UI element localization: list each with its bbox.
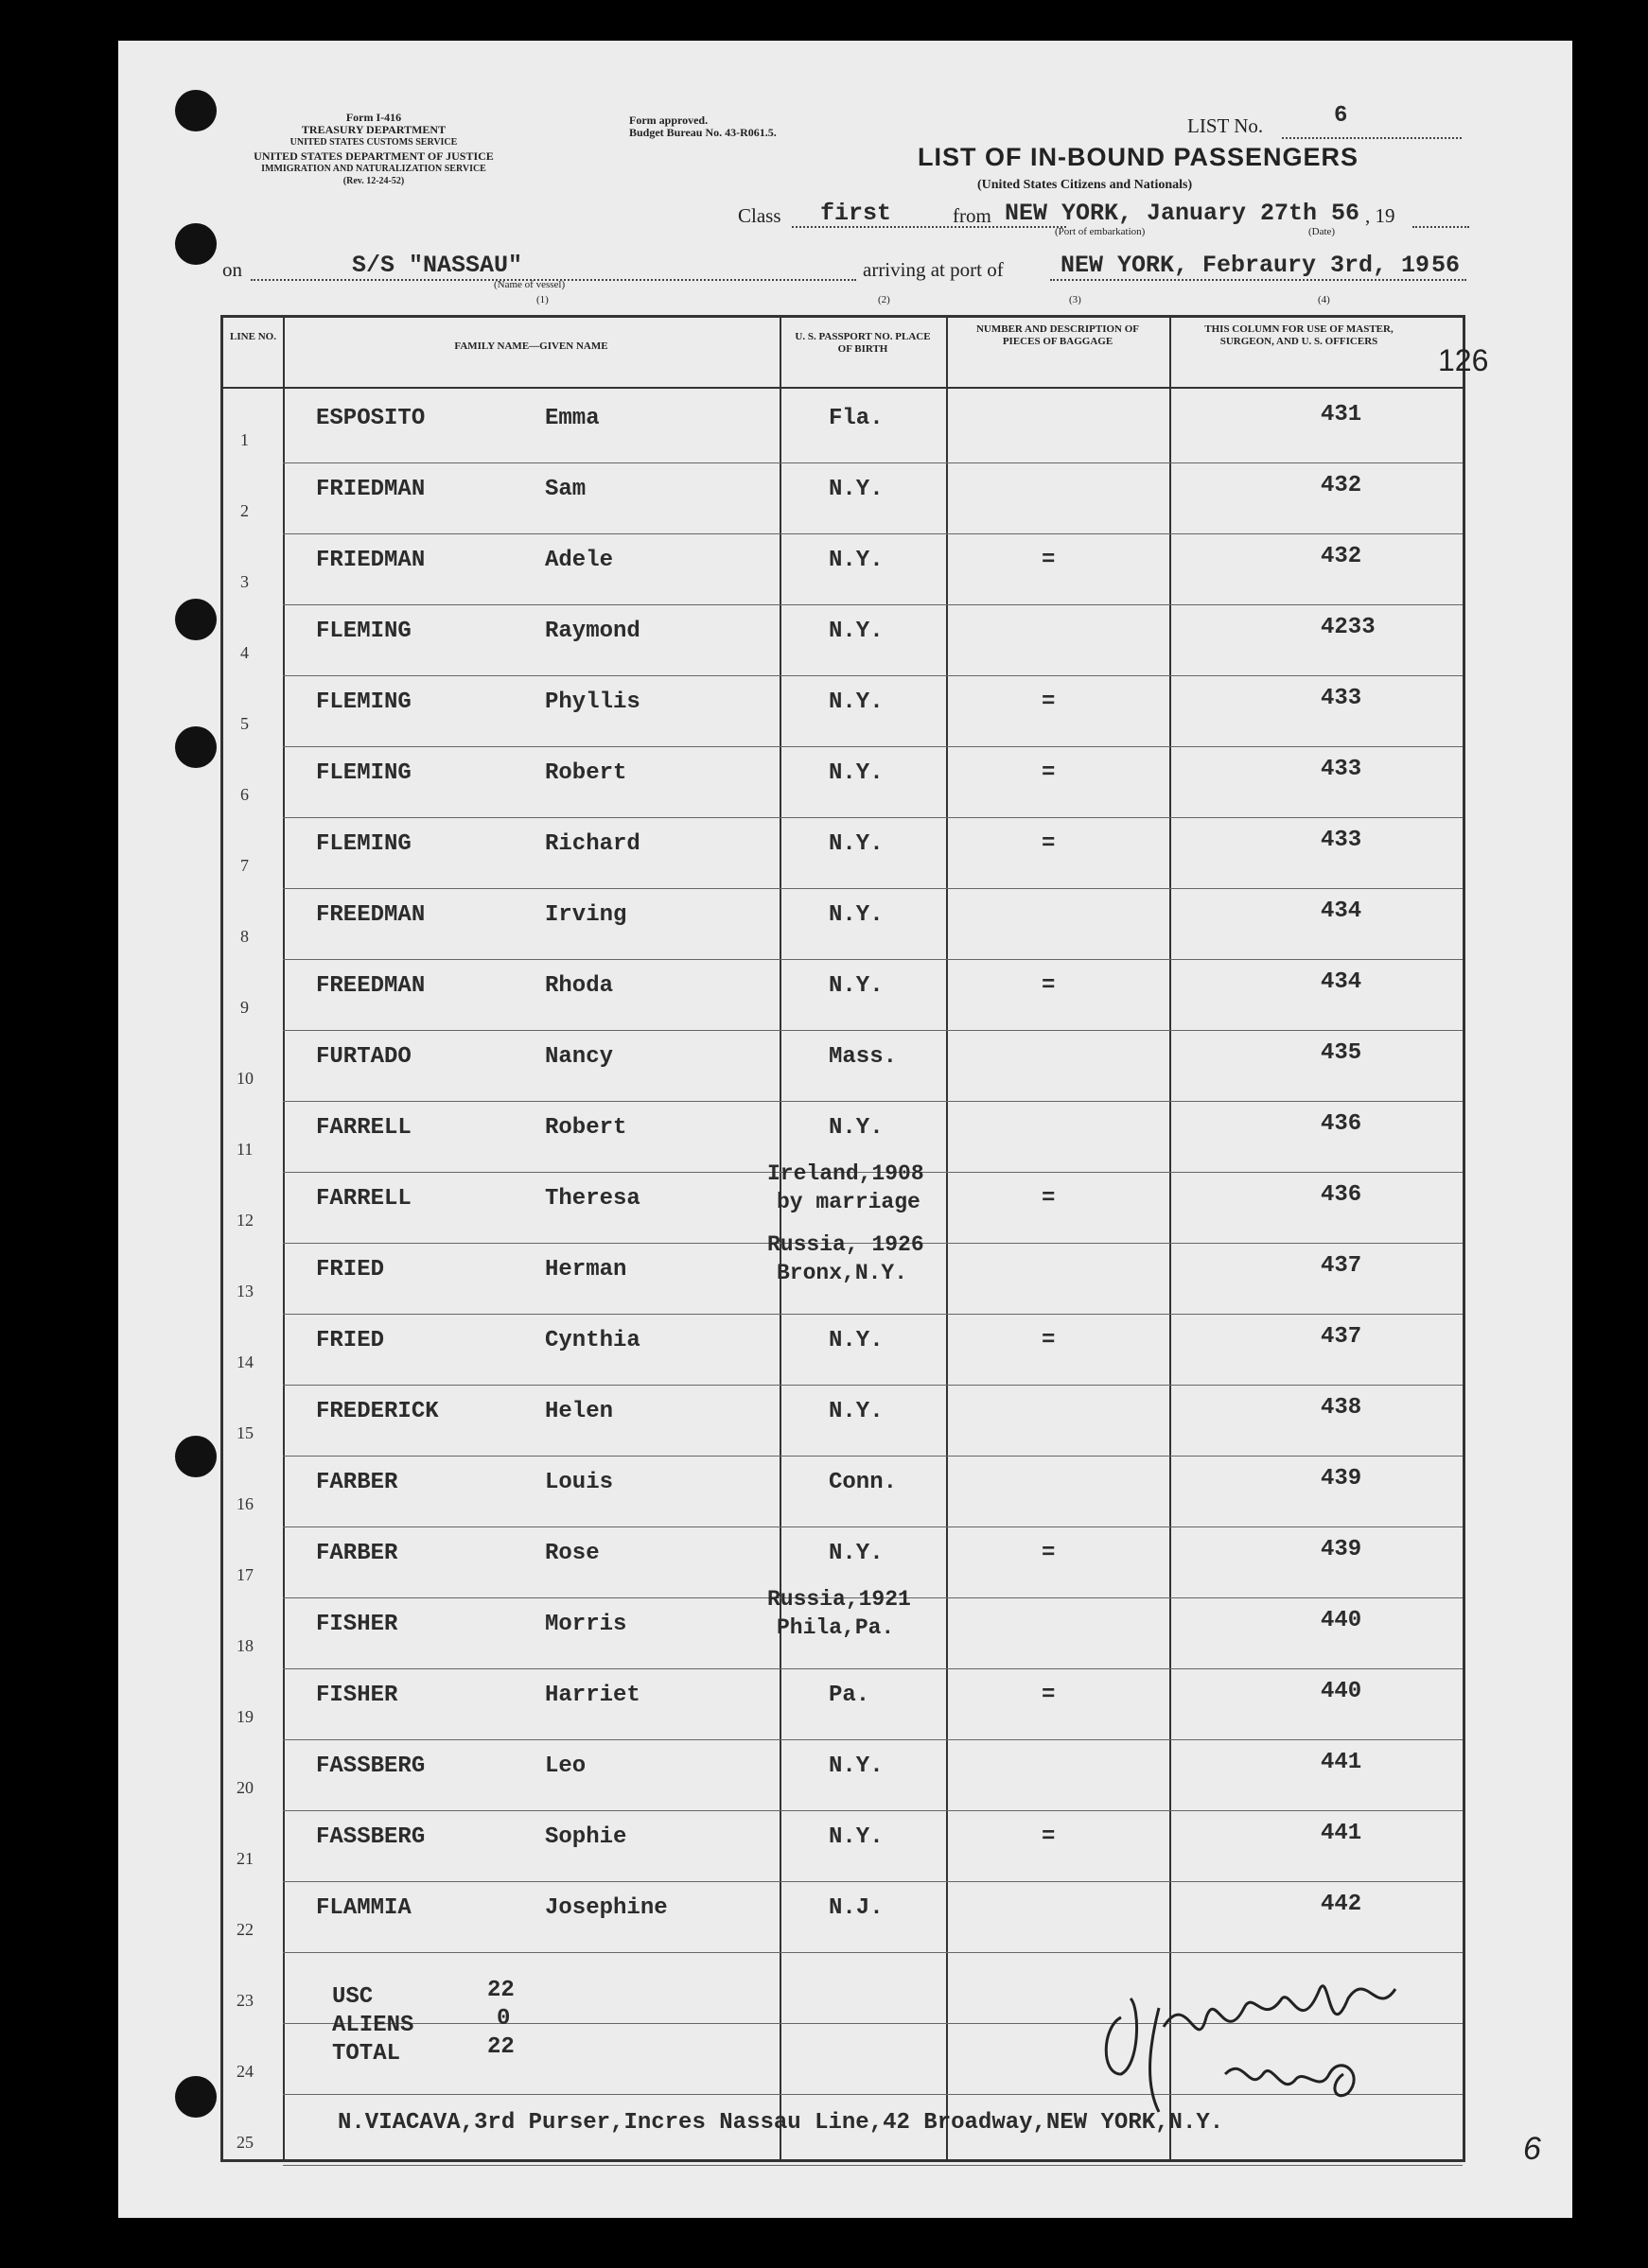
baggage-ditto: = bbox=[1042, 1186, 1056, 1212]
officer-number: 431 bbox=[1321, 402, 1362, 427]
page-number: 126 bbox=[1438, 343, 1489, 377]
officer-number: 433 bbox=[1321, 828, 1362, 853]
place-of-birth: Fla. bbox=[829, 406, 884, 431]
given-name: Sam bbox=[545, 477, 587, 502]
place-of-birth: Pa. bbox=[829, 1683, 870, 1708]
line-number: 13 bbox=[237, 1282, 254, 1300]
baggage-ditto: = bbox=[1042, 1824, 1056, 1850]
row-rule bbox=[283, 462, 1463, 463]
approval-block bbox=[629, 114, 777, 139]
line-number: 20 bbox=[237, 1778, 254, 1797]
row-rule bbox=[283, 1881, 1463, 1882]
family-name: FLEMING bbox=[316, 760, 412, 786]
family-name: FLEMING bbox=[316, 689, 412, 715]
justice-dept: UNITED STATES DEPARTMENT OF JUSTICE bbox=[254, 149, 494, 163]
given-name: Robert bbox=[545, 1115, 627, 1141]
punch-hole bbox=[175, 726, 217, 768]
officer-number: 439 bbox=[1321, 1537, 1362, 1562]
row-rule bbox=[283, 1101, 1463, 1102]
line-number: 12 bbox=[237, 1211, 254, 1230]
row-rule bbox=[283, 1030, 1463, 1031]
baggage-ditto: = bbox=[1042, 760, 1056, 786]
corner-mark: 6 bbox=[1523, 2131, 1541, 2167]
family-name: FARRELL bbox=[316, 1115, 412, 1141]
line-number: 15 bbox=[237, 1423, 254, 1442]
family-name: ESPOSITO bbox=[316, 406, 426, 431]
place-of-birth: Russia,1921 bbox=[767, 1587, 911, 1612]
arriving-label: arriving at port of bbox=[863, 258, 1004, 281]
family-name: FASSBERG bbox=[316, 1753, 426, 1779]
officer-number: 434 bbox=[1321, 969, 1362, 995]
class-label: Class bbox=[738, 204, 781, 227]
given-name: Phyllis bbox=[545, 689, 640, 715]
form-title: LIST OF IN-BOUND PASSENGERS bbox=[918, 143, 1359, 171]
family-name: FARBER bbox=[316, 1541, 398, 1566]
revision-date: (Rev. 12-24-52) bbox=[342, 176, 405, 186]
line-number: 4 bbox=[240, 643, 249, 662]
place-of-birth: N.Y. bbox=[829, 1753, 884, 1779]
from-label: from bbox=[953, 204, 991, 227]
place-of-birth-note: by marriage bbox=[777, 1190, 920, 1214]
place-of-birth-note: Bronx,N.Y. bbox=[777, 1261, 908, 1285]
family-name: FLEMING bbox=[316, 831, 412, 857]
place-of-birth: N.Y. bbox=[829, 902, 884, 928]
row-rule bbox=[283, 746, 1463, 747]
given-name: Leo bbox=[545, 1753, 587, 1779]
punch-hole bbox=[175, 2076, 217, 2118]
form-agency-block bbox=[213, 112, 535, 187]
line-number: 22 bbox=[237, 1920, 254, 1939]
on-label: on bbox=[222, 258, 242, 281]
place-of-birth: N.Y. bbox=[829, 1399, 884, 1424]
line-number: 16 bbox=[237, 1494, 254, 1513]
line-number: 10 bbox=[237, 1069, 254, 1088]
family-name: FREEDMAN bbox=[316, 973, 426, 999]
family-name: FRIED bbox=[316, 1328, 385, 1353]
aliens-count: 0 bbox=[497, 2006, 511, 2032]
place-of-birth: N.Y. bbox=[829, 477, 884, 502]
family-name: FRIEDMAN bbox=[316, 477, 426, 502]
place-of-birth: Russia, 1926 bbox=[767, 1232, 924, 1257]
customs-service: UNITED STATES CUSTOMS SERVICE bbox=[289, 137, 458, 148]
row-rule bbox=[283, 1385, 1463, 1386]
form-number: Form I-416 bbox=[345, 111, 402, 124]
line-number: 18 bbox=[237, 1636, 254, 1655]
officer-number: 442 bbox=[1321, 1892, 1362, 1917]
baggage-ditto: = bbox=[1042, 1541, 1056, 1566]
given-name: Richard bbox=[545, 831, 640, 857]
officer-signature bbox=[1093, 1932, 1490, 2140]
col-divider bbox=[946, 318, 948, 2159]
line-number: 17 bbox=[237, 1565, 254, 1584]
given-name: Louis bbox=[545, 1470, 614, 1495]
given-name: Theresa bbox=[545, 1186, 640, 1212]
year-label: , 19 bbox=[1365, 204, 1395, 227]
given-name: Josephine bbox=[545, 1895, 668, 1921]
place-of-birth: Ireland,1908 bbox=[767, 1161, 924, 1186]
officer-number: 436 bbox=[1321, 1111, 1362, 1137]
col-header-passport: U. S. PASSPORT NO. PLACE OF BIRTH bbox=[795, 331, 931, 355]
col-marker-4: (4) bbox=[1318, 294, 1330, 305]
line-number: 14 bbox=[237, 1352, 254, 1371]
col-marker-1: (1) bbox=[536, 294, 549, 305]
year-line bbox=[1412, 226, 1469, 228]
place-of-birth: N.Y. bbox=[829, 760, 884, 786]
row-rule bbox=[283, 959, 1463, 960]
place-of-birth: N.Y. bbox=[829, 689, 884, 715]
usc-label: USC bbox=[332, 1984, 374, 2010]
row-rule bbox=[283, 1456, 1463, 1457]
officer-number: 433 bbox=[1321, 757, 1362, 782]
budget-bureau: Budget Bureau No. 43-R061.5. bbox=[629, 126, 777, 139]
place-of-birth: N.Y. bbox=[829, 1328, 884, 1353]
form-subtitle: (United States Citizens and Nationals) bbox=[977, 178, 1193, 192]
officer-number: 441 bbox=[1321, 1821, 1362, 1846]
place-of-birth: N.J. bbox=[829, 1895, 884, 1921]
vessel-caption: (Name of vessel) bbox=[494, 279, 566, 290]
ins-service: IMMIGRATION AND NATURALIZATION SERVICE bbox=[261, 164, 486, 174]
family-name: FARBER bbox=[316, 1470, 398, 1495]
from-value: NEW YORK, January 27th 56 bbox=[1005, 200, 1360, 227]
manifest-page bbox=[118, 41, 1572, 2218]
place-of-birth-note: Phila,Pa. bbox=[777, 1615, 895, 1640]
line-number: 6 bbox=[240, 785, 249, 804]
given-name: Robert bbox=[545, 760, 627, 786]
passenger-table bbox=[220, 315, 1465, 2162]
arriving-line bbox=[1050, 279, 1466, 281]
place-of-birth: N.Y. bbox=[829, 548, 884, 573]
row-rule bbox=[283, 604, 1463, 605]
place-of-birth: N.Y. bbox=[829, 831, 884, 857]
list-number-line bbox=[1282, 137, 1462, 139]
col-marker-3: (3) bbox=[1069, 294, 1081, 305]
officer-number: 441 bbox=[1321, 1750, 1362, 1775]
line-number: 11 bbox=[237, 1140, 254, 1159]
list-number: 6 bbox=[1334, 103, 1348, 129]
line-number: 9 bbox=[240, 998, 249, 1017]
purser-line: N.VIACAVA,3rd Purser,Incres Nassau Line,42 Broadway,NEW YORK,N.Y. bbox=[338, 2110, 1224, 2136]
baggage-ditto: = bbox=[1042, 1683, 1056, 1708]
header-divider bbox=[223, 387, 1463, 389]
baggage-ditto: = bbox=[1042, 973, 1056, 999]
list-number-label: LIST No. bbox=[1187, 114, 1264, 137]
given-name: Irving bbox=[545, 902, 627, 928]
col-header-baggage: NUMBER AND DESCRIPTION OF PIECES OF BAGGAGE bbox=[975, 323, 1140, 347]
line-number: 2 bbox=[240, 501, 249, 520]
col-divider bbox=[1169, 318, 1171, 2159]
treasury-dept: TREASURY DEPARTMENT bbox=[301, 123, 447, 136]
family-name: FRIED bbox=[316, 1257, 385, 1282]
baggage-ditto: = bbox=[1042, 548, 1056, 573]
row-rule bbox=[283, 675, 1463, 676]
officer-number: 437 bbox=[1321, 1253, 1362, 1279]
place-of-birth: N.Y. bbox=[829, 1541, 884, 1566]
officer-number: 440 bbox=[1321, 1679, 1362, 1704]
col-header-officers: THIS COLUMN FOR USE OF MASTER, SURGEON, AND U. S. OFFICERS bbox=[1204, 323, 1394, 347]
place-of-birth: N.Y. bbox=[829, 619, 884, 644]
vessel-value: S/S "NASSAU" bbox=[352, 252, 523, 279]
punch-hole bbox=[175, 223, 217, 265]
officer-number: 440 bbox=[1321, 1608, 1362, 1633]
given-name: Morris bbox=[545, 1612, 627, 1637]
row-rule bbox=[283, 1810, 1463, 1811]
line-number: 3 bbox=[240, 572, 249, 591]
family-name: FLEMING bbox=[316, 619, 412, 644]
given-name: Emma bbox=[545, 406, 600, 431]
col-header-line-no: LINE NO. bbox=[230, 331, 276, 342]
col-divider bbox=[283, 318, 285, 2159]
row-rule bbox=[283, 1314, 1463, 1315]
place-of-birth: N.Y. bbox=[829, 1115, 884, 1141]
family-name: FISHER bbox=[316, 1683, 398, 1708]
given-name: Rose bbox=[545, 1541, 600, 1566]
family-name: FASSBERG bbox=[316, 1824, 426, 1850]
col-marker-2: (2) bbox=[878, 294, 890, 305]
arriving-year: 56 bbox=[1431, 252, 1461, 279]
line-number: 5 bbox=[240, 714, 249, 733]
place-of-birth: Mass. bbox=[829, 1044, 898, 1070]
line-number: 24 bbox=[237, 2062, 254, 2081]
row-rule bbox=[283, 533, 1463, 534]
family-name: FREEDMAN bbox=[316, 902, 426, 928]
given-name: Helen bbox=[545, 1399, 614, 1424]
officer-number: 437 bbox=[1321, 1324, 1362, 1350]
family-name: FISHER bbox=[316, 1612, 398, 1637]
family-name: FREDERICK bbox=[316, 1399, 439, 1424]
row-rule bbox=[283, 2165, 1463, 2166]
family-name: FARRELL bbox=[316, 1186, 412, 1212]
col-header-name: FAMILY NAME—GIVEN NAME bbox=[454, 340, 608, 352]
officer-number: 438 bbox=[1321, 1395, 1362, 1421]
officer-number: 434 bbox=[1321, 898, 1362, 924]
given-name: Herman bbox=[545, 1257, 627, 1282]
officer-number: 439 bbox=[1321, 1466, 1362, 1492]
form-approved: Form approved. bbox=[629, 113, 709, 127]
row-rule bbox=[283, 888, 1463, 889]
baggage-ditto: = bbox=[1042, 1328, 1056, 1353]
officer-number: 4233 bbox=[1321, 615, 1376, 640]
family-name: FLAMMIA bbox=[316, 1895, 412, 1921]
place-of-birth: Conn. bbox=[829, 1470, 898, 1495]
punch-hole bbox=[175, 90, 217, 131]
officer-number: 436 bbox=[1321, 1182, 1362, 1208]
line-number: 25 bbox=[237, 2133, 254, 2152]
given-name: Harriet bbox=[545, 1683, 640, 1708]
line-number: 19 bbox=[237, 1707, 254, 1726]
officer-number: 433 bbox=[1321, 686, 1362, 711]
officer-number: 432 bbox=[1321, 473, 1362, 498]
baggage-ditto: = bbox=[1042, 689, 1056, 715]
family-name: FRIEDMAN bbox=[316, 548, 426, 573]
given-name: Raymond bbox=[545, 619, 640, 644]
total-label: TOTAL bbox=[332, 2041, 401, 2067]
line-number: 7 bbox=[240, 856, 249, 875]
baggage-ditto: = bbox=[1042, 831, 1056, 857]
place-of-birth: N.Y. bbox=[829, 973, 884, 999]
line-number: 21 bbox=[237, 1849, 254, 1868]
date-caption: (Date) bbox=[1308, 226, 1336, 237]
officer-number: 432 bbox=[1321, 544, 1362, 569]
officer-number: 435 bbox=[1321, 1040, 1362, 1066]
given-name: Sophie bbox=[545, 1824, 627, 1850]
given-name: Cynthia bbox=[545, 1328, 640, 1353]
total-count: 22 bbox=[487, 2034, 515, 2060]
punch-hole bbox=[175, 1436, 217, 1477]
punch-hole bbox=[175, 599, 217, 640]
usc-count: 22 bbox=[487, 1978, 515, 2003]
line-number: 1 bbox=[240, 430, 249, 449]
arriving-value: NEW YORK, Febraury 3rd, 19 bbox=[1061, 252, 1430, 279]
aliens-label: ALIENS bbox=[332, 2013, 414, 2038]
row-rule bbox=[283, 817, 1463, 818]
line-number: 8 bbox=[240, 927, 249, 946]
row-rule bbox=[283, 1739, 1463, 1740]
class-value: first bbox=[820, 200, 892, 227]
given-name: Nancy bbox=[545, 1044, 614, 1070]
line-number: 23 bbox=[237, 1991, 254, 2010]
place-of-birth: N.Y. bbox=[829, 1824, 884, 1850]
row-rule bbox=[283, 1668, 1463, 1669]
given-name: Rhoda bbox=[545, 973, 614, 999]
port-caption: (Port of embarkation) bbox=[1055, 226, 1146, 237]
family-name: FURTADO bbox=[316, 1044, 412, 1070]
given-name: Adele bbox=[545, 548, 614, 573]
